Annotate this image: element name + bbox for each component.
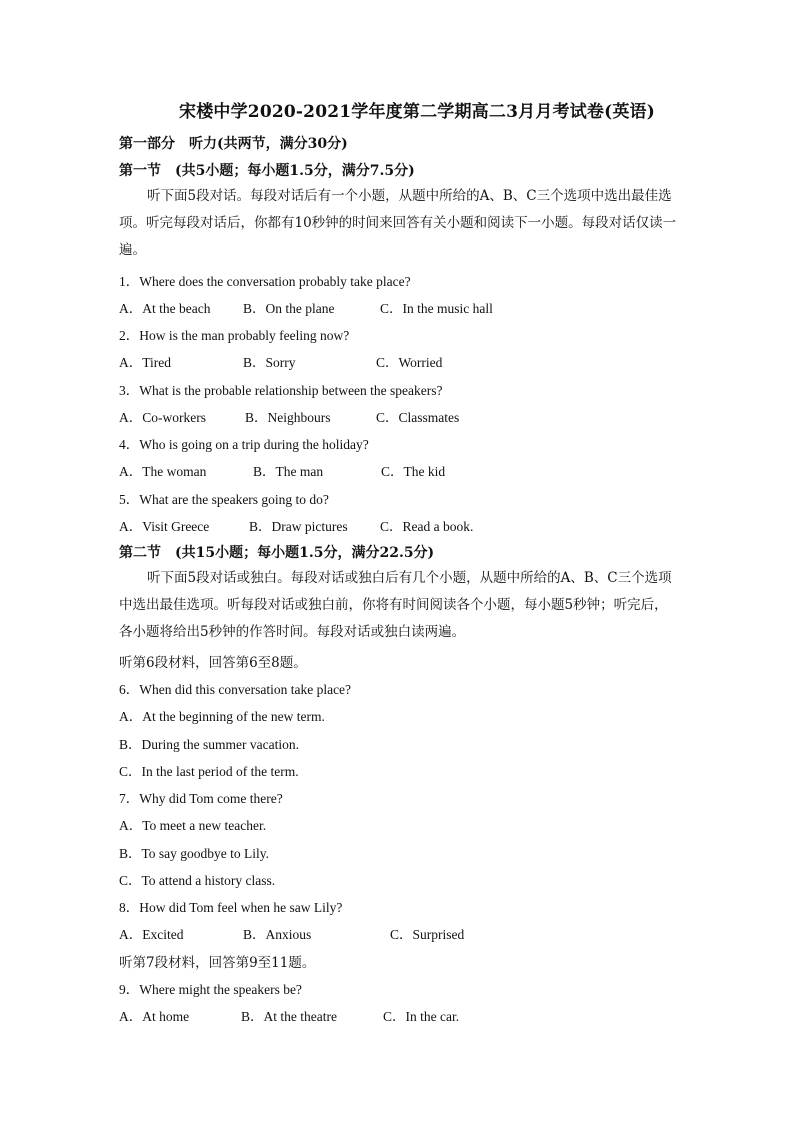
q9-option-a: A．At home — [119, 1009, 190, 1024]
question-5: 5．What are the speakers going to do? — [119, 492, 329, 507]
section1-instructions — [119, 183, 677, 264]
q8-option-c: C．Surprised — [390, 927, 465, 942]
section2-heading: 第二节 (共15小题；每小题1.5分，满分22.5分) — [119, 545, 435, 561]
q2-option-b: B．Sorry — [243, 355, 296, 370]
q9-option-b: B．At the theatre — [241, 1009, 337, 1024]
question-3: 3．What is the probable relationship between the speakers? — [119, 383, 443, 398]
q8-option-a: A．Excited — [119, 927, 184, 942]
material-6-note: 听第6段材料，回答第6至8题。 — [119, 655, 307, 671]
question-9: 9．Where might the speakers be? — [119, 982, 302, 997]
section2-instructions-text: 听下面5段对话或独白。每段对话或独白后有几个小题，从题中所给的A、B、C三个选项中选出最佳选项。听每段对话或独白前，你将有时间阅读各个小题，每小题5秒钟；听完后，各小题将给出5秒钟的作答时间。每段对话或独白读两遍。 — [119, 570, 672, 640]
question-1: 1．Where does the conversation probably take place? — [119, 274, 411, 289]
q3-option-c: C．Classmates — [376, 410, 460, 425]
q5-option-a: A．Visit Greece — [119, 519, 210, 534]
q1-option-c: C．In the music hall — [380, 301, 493, 316]
q6-option-b: B．During the summer vacation. — [119, 737, 299, 752]
q8-option-b: B．Anxious — [243, 927, 312, 942]
q5-option-b: B．Draw pictures — [249, 519, 348, 534]
q7-option-a: A．To meet a new teacher. — [119, 818, 267, 833]
q7-option-c: C．To attend a history class. — [119, 873, 276, 888]
question-4: 4．Who is going on a trip during the holiday? — [119, 437, 369, 452]
q1-option-b: B．On the plane — [243, 301, 335, 316]
exam-title: 宋楼中学2020-2021学年度第二学期高二3月月考试卷(英语) — [179, 102, 655, 122]
question-2: 2．How is the man probably feeling now? — [119, 328, 350, 343]
q5-option-c: C．Read a book. — [380, 519, 474, 534]
section1-heading: 第一节 (共5小题；每小题1.5分，满分7.5分) — [119, 163, 415, 179]
q4-option-b: B．The man — [253, 464, 324, 479]
part1-heading: 第一部分 听力(共两节，满分30分) — [119, 136, 348, 152]
q2-option-c: C．Worried — [376, 355, 443, 370]
q4-option-c: C．The kid — [381, 464, 446, 479]
q2-option-a: A．Tired — [119, 355, 172, 370]
q1-option-a: A．At the beach — [119, 301, 211, 316]
question-8: 8．How did Tom feel when he saw Lily? — [119, 900, 343, 915]
section1-instructions-text: 听下面5段对话。每段对话后有一个小题，从题中所给的A、B、C三个选项中选出最佳选项。听完每段对话后，你都有10秒钟的时间来回答有关小题和阅读下一小题。每段对话仅读一遍。 — [119, 188, 677, 258]
q4-option-a: A．The woman — [119, 464, 207, 479]
q6-option-a: A．At the beginning of the new term. — [119, 709, 325, 724]
section2-instructions — [119, 565, 677, 646]
question-7: 7．Why did Tom come there? — [119, 791, 283, 806]
q6-option-c: C．In the last period of the term. — [119, 764, 299, 779]
q3-option-b: B．Neighbours — [245, 410, 331, 425]
q3-option-a: A．Co-workers — [119, 410, 206, 425]
q9-option-c: C．In the car. — [383, 1009, 460, 1024]
material-7-note: 听第7段材料，回答第9至11题。 — [119, 955, 316, 971]
q7-option-b: B．To say goodbye to Lily. — [119, 846, 270, 861]
question-6: 6．When did this conversation take place? — [119, 682, 352, 697]
